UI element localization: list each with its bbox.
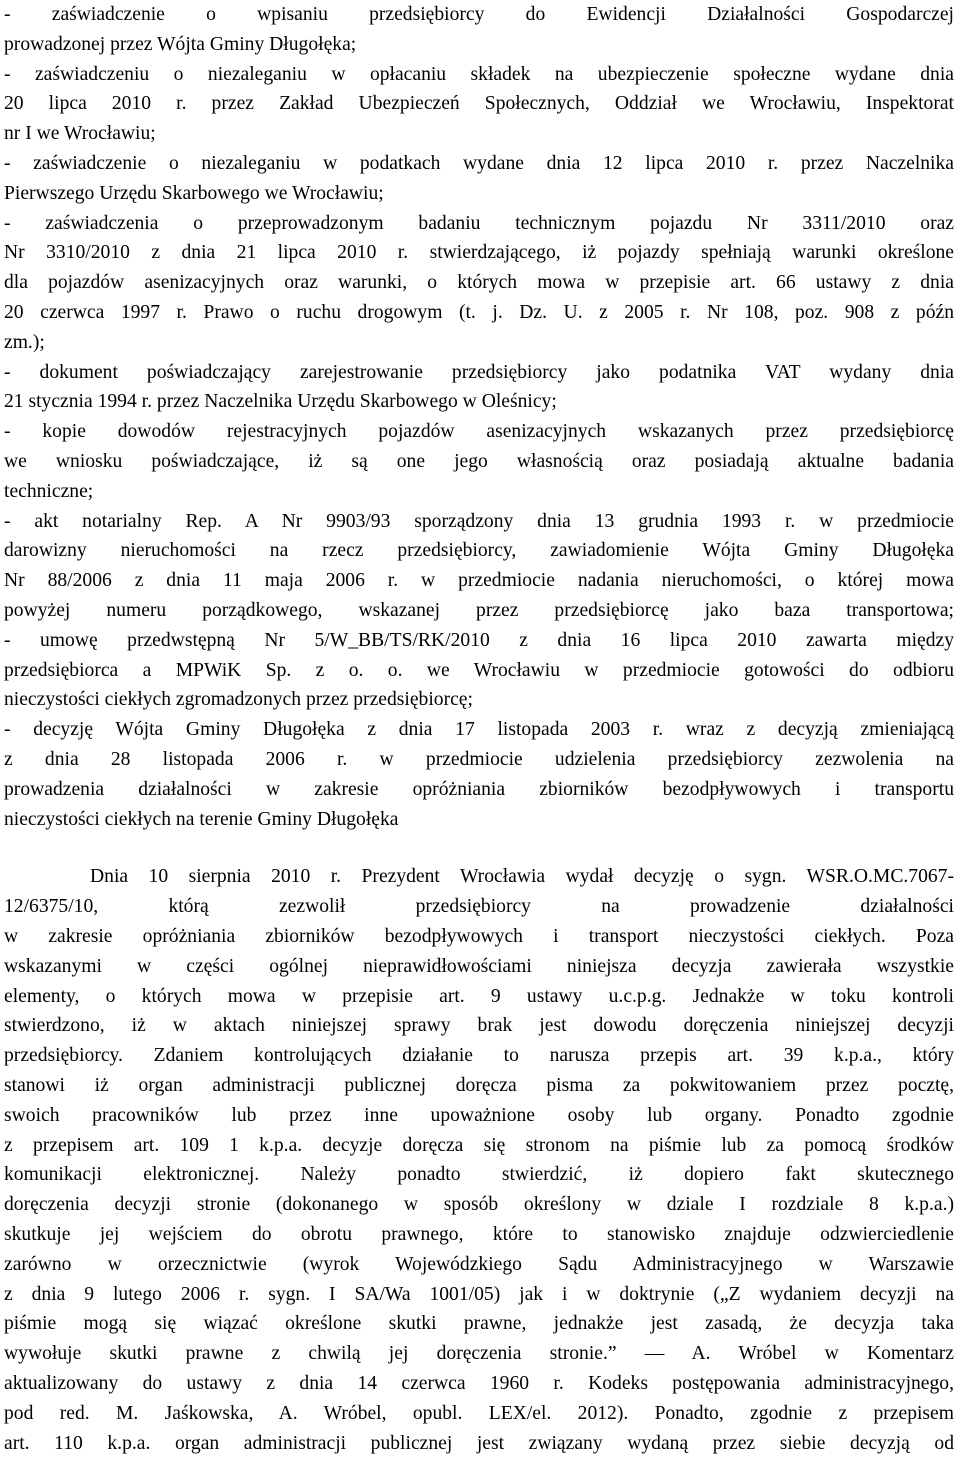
text-line: - zaświadczenia o przeprowadzonym badaniu technicznym pojazdu Nr 3311/2010 oraz [4,212,954,234]
text-line: - dokument poświadczający zarejestrowanie przedsiębiorcy jako podatnika VAT wydany dnia [4,361,954,383]
text-line: elementy, o których mowa w przepisie art. 9 ustawy u.c.p.g. Jednakże w toku kontroli [4,985,954,1007]
text-line: 20 czerwca 1997 r. Prawo o ruchu drogowym (t. j. Dz. U. z 2005 r. Nr 108, poz. 908 z późn [4,302,954,323]
text-line: - zaświadczeniu o niezaleganiu w opłacaniu składek na ubezpieczenie społeczne wydane dnia [4,63,954,85]
text-line: z dnia 28 listopada 2006 r. w przedmiocie udzielenia przedsiębiorcy zezwolenia na [4,749,954,770]
text-line: powyżej numeru porządkowego, wskazanej przez przedsiębiorcę jako baza transportowa; [4,600,954,621]
text-line: z dnia 9 lutego 2006 r. sygn. I SA/Wa 1001/05) jak i w doktrynie („Z wydaniem decyzji na [4,1283,954,1305]
text-line: zm.); [4,331,45,353]
text-line: pod red. M. Jaśkowska, A. Wróbel, opubl. LEX/el. 2012). Ponadto, zgodnie z przepisem [4,1402,954,1424]
text-line: przedsiębiorcy. Zdaniem kontrolujących działanie to narusza przepis art. 39 k.p.a., który [4,1045,954,1067]
text-line: - zaświadczenie o wpisaniu przedsiębiorcy do Ewidencji Działalności Gospodarczej [4,4,954,25]
text-line: skutkuje jej wejściem do obrotu prawnego, które to stanowisko znajduje odzwierciedlenie [4,1224,954,1245]
text-line: z przepisem art. 109 1 k.p.a. decyzje doręcza się stronom na piśmie lub za pomocą środków [4,1134,954,1156]
text-line: zarówno w orzecznictwie (wyrok Wojewódzkiego Sądu Administracyjnego w Warszawie [4,1253,954,1275]
text-line: 12/6375/10, którą zezwolił przedsiębiorcy na prowadzenie działalności [4,896,954,918]
text-line: - decyzję Wójta Gminy Długołęka z dnia 17 listopada 2003 r. wraz z decyzją zmieniającą [4,719,954,741]
text-line: - akt notarialny Rep. A Nr 9903/93 sporządzony dnia 13 grudnia 1993 r. w przedmiocie [4,510,954,532]
text-line: aktualizowany do ustawy z dnia 14 czerwca 1960 r. Kodeks postępowania administracyjnego, [4,1373,954,1394]
text-line: 20 lipca 2010 r. przez Zakład Ubezpieczeń Społecznych, Oddział we Wrocławiu, Inspektorat [4,93,954,115]
text-line: komunikacji elektronicznej. Należy ponadto stwierdzić, iż dopiero fakt skutecznego [4,1164,954,1186]
text-line: swoich pracowników lub przez inne upoważnione osoby lub organy. Ponadto zgodnie [4,1104,954,1126]
text-line: Pierwszego Urzędu Skarbowego we Wrocławiu; [4,182,384,204]
text-line: - zaświadczenie o niezaleganiu w podatkach wydane dnia 12 lipca 2010 r. przez Naczelnika [4,153,954,174]
text-line: stanowi iż organ administracji publicznej doręcza pisma za pokwitowaniem przez pocztę, [4,1075,954,1096]
text-line: nr I we Wrocławiu; [4,123,156,145]
text-line: Dnia 10 sierpnia 2010 r. Prezydent Wrocławia wydał decyzję o sygn. WSR.O.MC.7067- [90,866,954,888]
text-line: nieczystości ciekłych zgromadzonych przez przedsiębiorcę; [4,689,473,711]
text-line: stwierdzono, iż w aktach niniejszej sprawy brak jest dowodu doręczenia niniejszej decyzji [4,1015,954,1037]
text-line: wywołuje skutki prawne z chwilą jej doręczenia stronie.” — A. Wróbel w Komentarz [4,1343,954,1365]
text-line: doręczenia decyzji stronie (dokonanego w sposób określony w dziale I rozdziale 8 k.p.a.) [4,1194,954,1216]
text-line: - kopie dowodów rejestracyjnych pojazdów asenizacyjnych wskazanych przez przedsiębiorcę [4,421,954,443]
text-line: we wniosku poświadczające, iż są one jego własnością oraz posiadają aktualne badania [4,451,954,472]
text-line: art. 110 k.p.a. organ administracji publicznej jest związany wydaną przez siebie decyzją od [4,1432,954,1454]
text-line: nieczystości ciekłych na terenie Gminy Długołęka [4,808,399,830]
text-line: dla pojazdów asenizacyjnych oraz warunki, o których mowa w przepisie art. 66 ustawy z dnia [4,272,954,294]
text-line: wskazanymi w części ogólnej nieprawidłowościami niniejsza decyzja zawierała wszystkie [4,955,954,977]
text-line: - umowę przedwstępną Nr 5/W_BB/TS/RK/2010 z dnia 16 lipca 2010 zawarta między [4,629,954,651]
text-line: prowadzenia działalności w zakresie opróżniania zbiorników bezodpływowych i transportu [4,778,954,800]
text-line: darowizny nieruchomości na rzecz przedsiębiorcy, zawiadomienie Wójta Gminy Długołęka [4,540,954,562]
text-line: piśmie mogą się wiązać określone skutki prawne, jednakże jest zasadą, że decyzja taka [4,1313,954,1335]
text-line: przedsiębiorca a MPWiK Sp. z o. o. we Wrocławiu w przedmiocie gotowości do odbioru [4,659,954,681]
text-line: Nr 3310/2010 z dnia 21 lipca 2010 r. stwierdzającego, iż pojazdy spełniają warunki określone [4,242,954,264]
text-line: w zakresie opróżniania zbiorników bezodpływowych i transport nieczystości ciekłych. Poza [4,926,954,947]
text-line: 21 stycznia 1994 r. przez Naczelnika Urzędu Skarbowego w Oleśnicy; [4,391,557,413]
text-line: prowadzonej przez Wójta Gminy Długołęka; [4,33,357,55]
text-line: techniczne; [4,480,94,502]
text-line: Nr 88/2006 z dnia 11 maja 2006 r. w przedmiocie nadania nieruchomości, o której mowa [4,570,954,592]
